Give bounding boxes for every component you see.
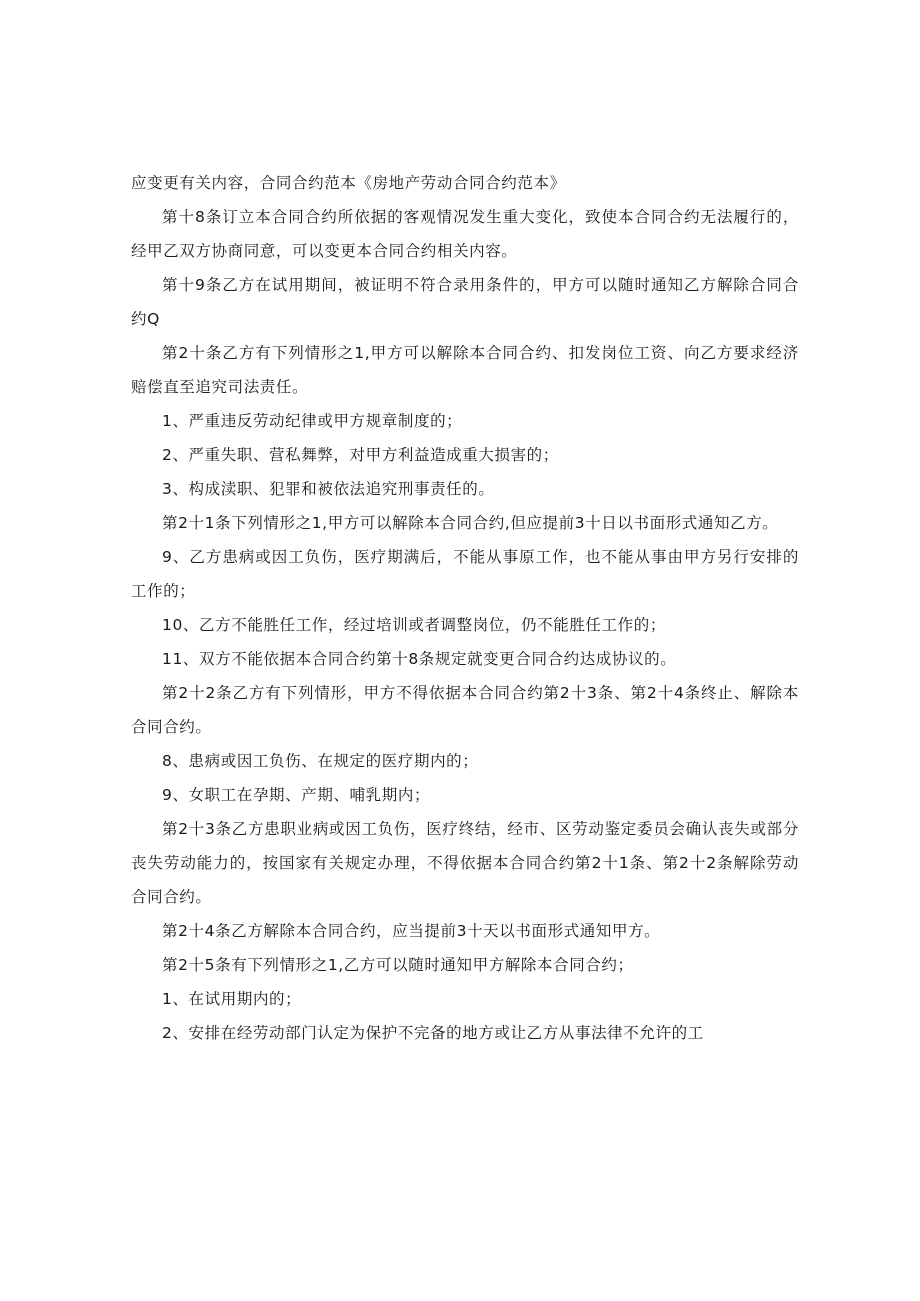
list-item: 2、严重失职、营私舞弊，对甲方利益造成重大损害的； bbox=[162, 446, 559, 464]
document-body bbox=[131, 166, 799, 1050]
list-item: 8、患病或因工负伤、在规定的医疗期内的； bbox=[162, 752, 479, 770]
paragraph-article-21: 第2十1条下列情形之1,甲方可以解除本合同合约,但应提前3十日以书面形式通知乙方。 bbox=[162, 514, 779, 532]
list-item: 2、安排在经劳动部门认定为保护不完备的地方或让乙方从事法律不允许的工 bbox=[162, 1024, 704, 1042]
list-item: 1、在试用期内的； bbox=[162, 990, 302, 1008]
paragraph-article-24: 第2十4条乙方解除本合同合约，应当提前3十天以书面形式通知甲方。 bbox=[162, 922, 661, 940]
list-item: 1、严重违反劳动纪律或甲方规章制度的； bbox=[162, 412, 463, 430]
paragraph-article-25: 第2十5条有下列情形之1,乙方可以随时通知甲方解除本合同合约； bbox=[162, 956, 634, 974]
list-item: 9、乙方患病或因工负伤，医疗期满后，不能从事原工作，也不能从事由甲方另行安排的工作的； bbox=[131, 548, 799, 600]
paragraph-continuation: 应变更有关内容，合同合约范本《房地产劳动合同合约范本》 bbox=[131, 174, 566, 192]
list-item: 9、女职工在孕期、产期、哺乳期内； bbox=[162, 786, 431, 804]
paragraph-article-22: 第2十2条乙方有下列情形，甲方不得依据本合同合约第2十3条、第2十4条终止、解除本合同合约。 bbox=[131, 684, 799, 736]
paragraph-article-18: 第十8条订立本合同合约所依据的客观情况发生重大变化，致使本合同合约无法履行的，经甲乙双方协商同意，可以变更本合同合约相关内容。 bbox=[131, 208, 799, 260]
paragraph-article-23: 第2十3条乙方患职业病或因工负伤，医疗终结，经市、区劳动鉴定委员会确认丧失或部分丧失劳动能力的，按国家有关规定办理，不得依据本合同合约第2十1条、第2十2条解除劳动合同合约。 bbox=[131, 820, 799, 906]
paragraph-article-20: 第2十条乙方有下列情形之1,甲方可以解除本合同合约、扣发岗位工资、向乙方要求经济赔偿直至追究司法责任。 bbox=[131, 344, 799, 396]
paragraph-article-19: 第十9条乙方在试用期间，被证明不符合录用条件的，甲方可以随时通知乙方解除合同合约Q bbox=[131, 276, 799, 328]
list-item: 10、乙方不能胜任工作，经过培训或者调整岗位，仍不能胜任工作的； bbox=[162, 616, 666, 634]
list-item: 11、双方不能依据本合同合约第十8条规定就变更合同合约达成协议的。 bbox=[162, 650, 677, 668]
list-item: 3、构成渎职、犯罪和被依法追究刑事责任的。 bbox=[162, 480, 495, 498]
